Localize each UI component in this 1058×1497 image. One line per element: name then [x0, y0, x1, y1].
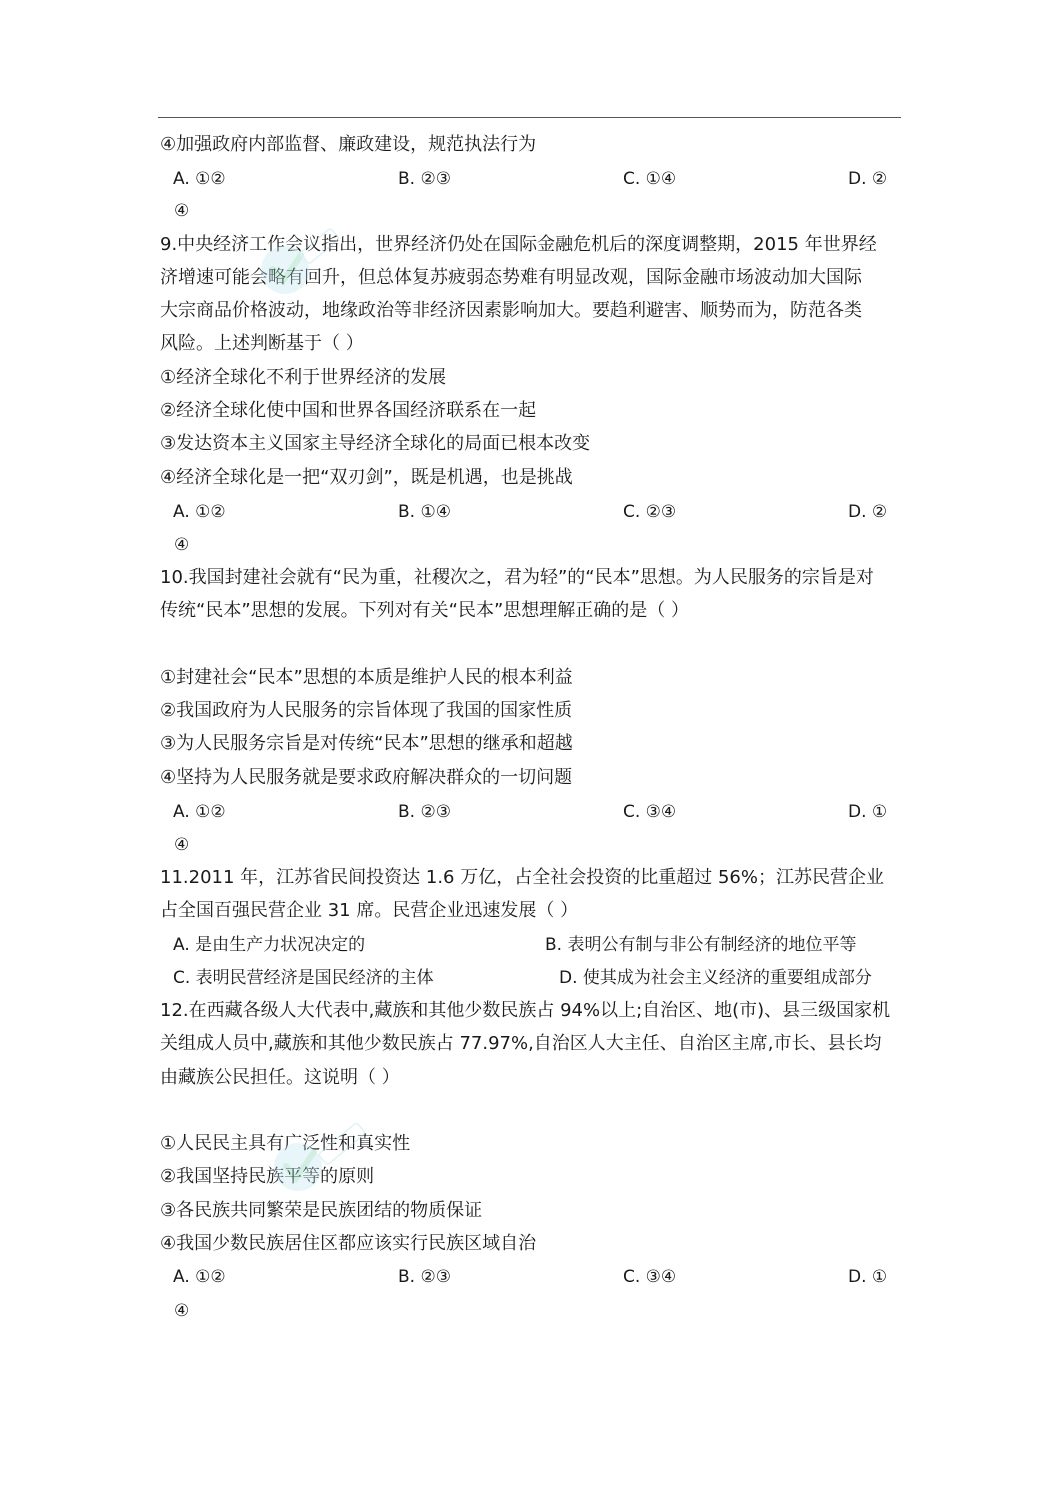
q12-option-c: C. ③④: [623, 1267, 677, 1287]
q10-option-d: D. ①: [848, 802, 888, 822]
q11-option-c: C. 表明民营经济是国民经济的主体: [173, 968, 434, 988]
q11-option-b: B. 表明公有制与非公有制经济的地位平等: [545, 935, 857, 955]
q12-option-d-wrap: ④: [174, 1301, 190, 1321]
q12-item-2: ②我国坚持民族平等的原则: [160, 1166, 375, 1187]
q11-stem-line-2: 占全国百强民营企业 31 席。民营企业迅速发展（ ）: [160, 900, 579, 921]
q12-option-a: A. ①②: [173, 1267, 226, 1287]
q9-option-a: A. ①②: [173, 502, 226, 522]
q12-item-1: ①人民民主具有广泛性和真实性: [160, 1133, 411, 1154]
q10-item-2: ②我国政府为人民服务的宗旨体现了我国的国家性质: [160, 700, 573, 721]
q8-option-a: A. ①②: [173, 169, 226, 189]
q12-stem-line-1: 12.在西藏各级人大代表中,藏族和其他少数民族占 94%以上;自治区、地(市)、县三级国家机: [160, 1000, 891, 1021]
header-rule: [158, 117, 901, 118]
q9-item-3: ③发达资本主义国家主导经济全球化的局面已根本改变: [160, 433, 591, 454]
q8-item-4: ④加强政府内部监督、廉政建设，规范执法行为: [160, 134, 537, 155]
q9-option-b: B. ①④: [398, 502, 451, 522]
q10-stem-line-2: 传统“民本”思想的发展。下列对有关“民本”思想理解正确的是（ ）: [160, 600, 690, 621]
q12-stem-line-3: 由藏族公民担任。这说明（ ）: [160, 1067, 400, 1088]
q9-stem-line-4: 风险。上述判断基于（ ）: [160, 333, 364, 354]
q10-stem-line-1: 10.我国封建社会就有“民为重，社稷次之，君为轻”的“民本”思想。为人民服务的宗旨是对: [160, 567, 874, 588]
q11-option-d: D. 使其成为社会主义经济的重要组成部分: [559, 968, 872, 988]
q9-option-d-wrap: ④: [174, 535, 190, 555]
q9-stem-line-3: 大宗商品价格波动，地缘政治等非经济因素影响加大。要趋利避害、顺势而为，防范各类: [160, 300, 862, 321]
q9-stem-line-1: 9.中央经济工作会议指出，世界经济仍处在国际金融危机后的深度调整期，2015 年世界经: [160, 234, 877, 255]
q8-option-d-wrap: ④: [174, 201, 190, 221]
watermark-logo-icon: [255, 215, 345, 305]
q12-item-3: ③各民族共同繁荣是民族团结的物质保证: [160, 1200, 483, 1221]
q10-option-b: B. ②③: [398, 802, 451, 822]
q11-stem-line-1: 11.2011 年，江苏省民间投资达 1.6 万亿，占全社会投资的比重超过 56%；江苏民营企业: [160, 867, 884, 888]
q9-item-1: ①经济全球化不利于世界经济的发展: [160, 367, 447, 388]
q12-option-d: D. ①: [848, 1267, 888, 1287]
q12-stem-line-2: 关组成人员中,藏族和其他少数民族占 77.97%,自治区人大主任、自治区主席,市长、县长均: [160, 1033, 882, 1054]
q9-item-4: ④经济全球化是一把“双刃剑”，既是机遇，也是挑战: [160, 467, 573, 488]
q12-option-b: B. ②③: [398, 1267, 451, 1287]
q10-option-c: C. ③④: [623, 802, 677, 822]
q10-option-d-wrap: ④: [174, 835, 190, 855]
q10-option-a: A. ①②: [173, 802, 226, 822]
q8-option-b: B. ②③: [398, 169, 451, 189]
q9-stem-line-2: 济增速可能会略有回升，但总体复苏疲弱态势难有明显改观，国际金融市场波动加大国际: [160, 267, 862, 288]
q12-item-4: ④我国少数民族居住区都应该实行民族区域自治: [160, 1233, 537, 1254]
q10-item-1: ①封建社会“民本”思想的本质是维护人民的根本利益: [160, 667, 573, 688]
q8-option-d: D. ②: [848, 169, 888, 189]
q8-option-c: C. ①④: [623, 169, 677, 189]
q10-item-4: ④坚持为人民服务就是要求政府解决群众的一切问题: [160, 767, 573, 788]
watermark-logo-icon-2: [268, 1112, 388, 1202]
q9-item-2: ②经济全球化使中国和世界各国经济联系在一起: [160, 400, 537, 421]
q9-option-c: C. ②③: [623, 502, 677, 522]
q10-item-3: ③为人民服务宗旨是对传统“民本”思想的继承和超越: [160, 733, 573, 754]
q9-option-d: D. ②: [848, 502, 888, 522]
q11-option-a: A. 是由生产力状况决定的: [173, 935, 366, 955]
